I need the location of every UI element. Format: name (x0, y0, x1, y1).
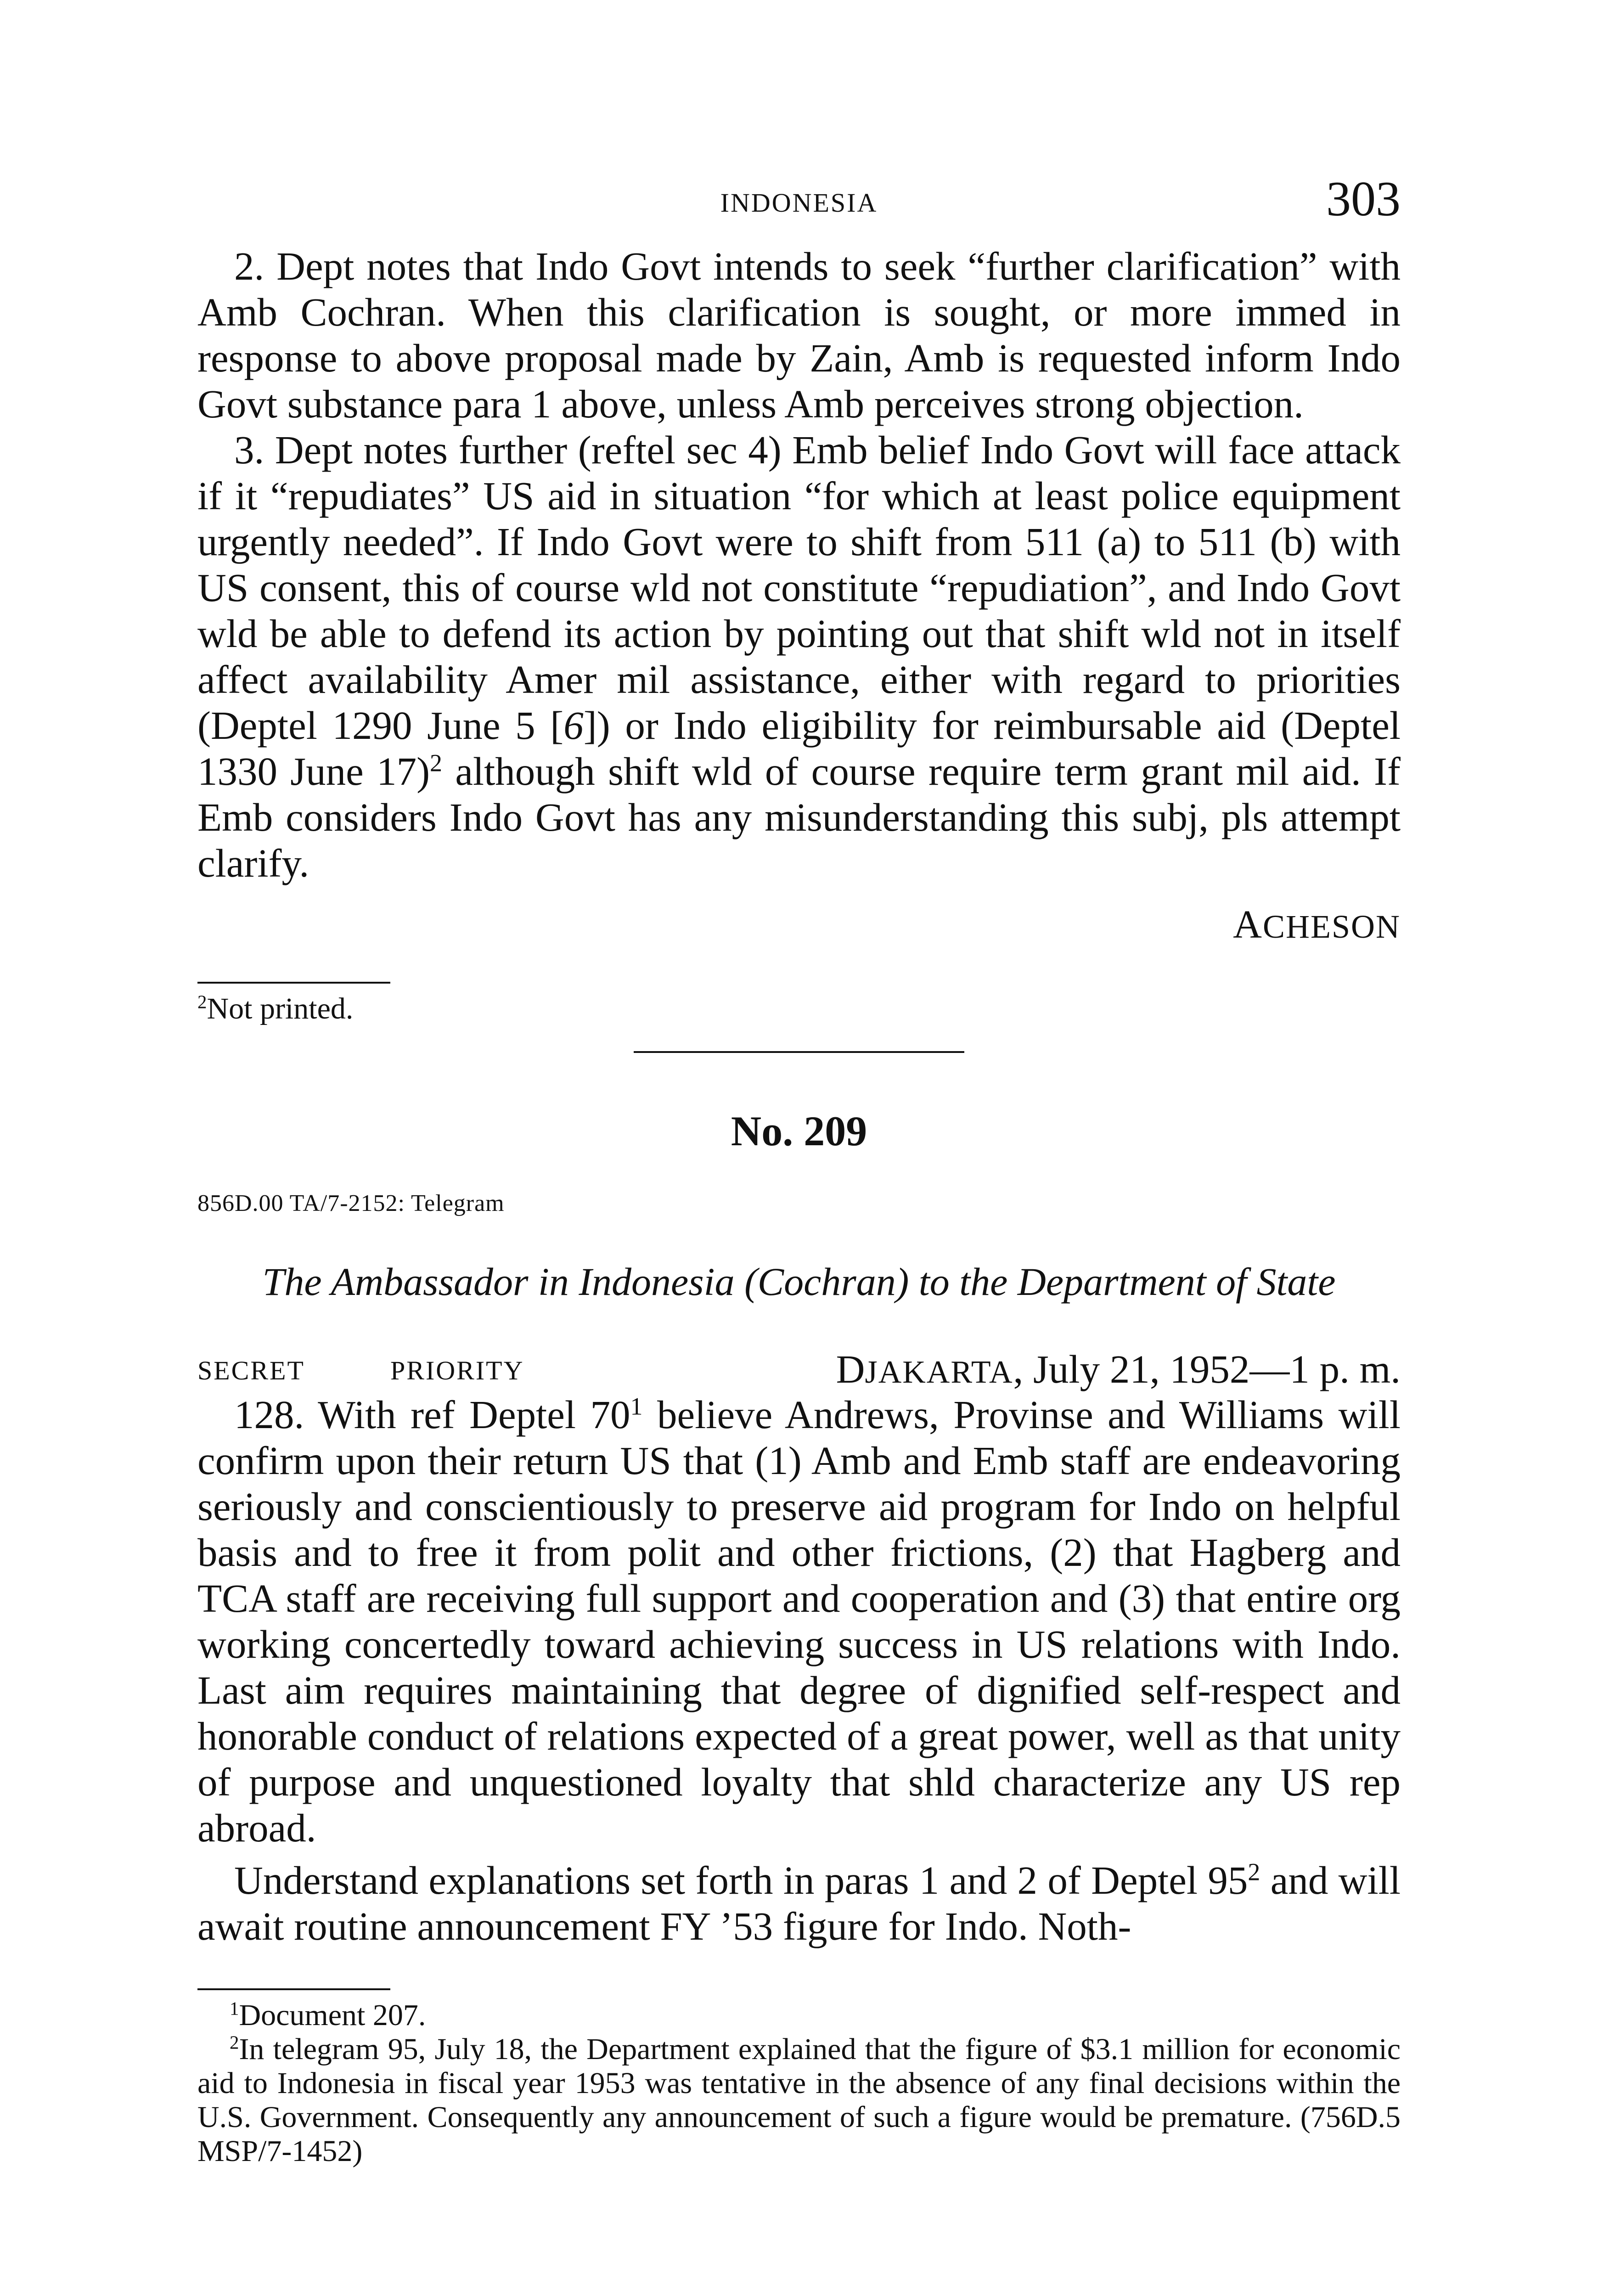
signature-rest: CHESON (1262, 908, 1401, 945)
paragraph-2: 2. Dept notes that Indo Govt intends to seek “further clarification” with Amb Cochran. When this clarification is sought, or more immed in response to above proposal made by Zain, Amb is requested inform Indo Govt substance para 1 above, unless Amb perceives strong objection. (197, 244, 1401, 426)
priority-label: PRIORITY (390, 1356, 524, 1385)
footnote-mark: 2 (230, 2032, 239, 2053)
footnote-marker: 2 (430, 749, 443, 777)
place-name: JAKARTA (865, 1355, 1013, 1390)
footnote-marker: 1 (630, 1392, 643, 1420)
signature-initial: A (1233, 902, 1263, 946)
paragraph-3-text-a: 3. Dept notes further (reftel sec 4) Emb belief Indo Govt will face attack if it “repudiates” US aid in situation “for which at least police equipment urgently needed”. If Indo Govt were to shift from 511 (a) to 511 (b) with US consent, this of course wld not constitute “repudiation”, and Indo Govt wld be able to defend its action by pointing out that shift wld not in itself affect availability Amer mil assistance, either with regard to priorities (Deptel 1290 June 5 [ (197, 428, 1401, 748)
footnote-divider (197, 982, 390, 984)
footnote-1 (197, 1998, 1401, 2032)
document-title: The Ambassador in Indonesia (Cochran) to the Department of State (262, 1260, 1336, 1304)
dateline-row (197, 1346, 1401, 1392)
footnote-divider (197, 1988, 390, 1990)
running-head: INDONESIA (720, 188, 878, 218)
telegram-paragraph-1 (197, 1392, 1401, 1851)
telegram-paragraph-2-text-a: Understand explanations set forth in paras 1 and 2 of Deptel 95 (234, 1858, 1248, 1902)
footnote-mark: 2 (197, 991, 207, 1013)
previous-document-continuation (197, 243, 1401, 1026)
footnote-marker: 2 (1248, 1858, 1260, 1886)
telegram-paragraph-1-text-a: 128. With ref Deptel 70 (234, 1392, 630, 1437)
classification-label: SECRET (197, 1356, 305, 1385)
telegram-paragraph-1-text-b: believe Andrews, Provinse and Williams will confirm upon their return US that (1) Amb and Emb staff are endeavoring seriously and conscientiously to preserve aid program for Indo on helpful basis and to free it from polit and other frictions, (2) that Hagberg and TCA staff are receiving full support and cooperation and (3) that entire org working concertedly toward achieving success in US relations with Indo. Last aim requires maintaining that degree of dignified self-respect and honorable conduct of relations expected of a great power, well as that unity of purpose and unquestioned loyalty that shld characterize any US rep abroad. (197, 1392, 1401, 1850)
signature (197, 904, 1401, 947)
page-number: 303 (1326, 172, 1401, 226)
footnote-text: In telegram 95, July 18, the Department explained that the figure of $3.1 million for economic aid to Indonesia in fiscal year 1953 was tentative in the absence of any final decisions within the U.S. Government. Consequently any announcement of such a figure would be premature. (756D.5 MSP/7-1452) (197, 2032, 1401, 2168)
telegram-paragraph-2-text-b: and will await routine announcement FY ’53 figure for Indo. Noth- (197, 1858, 1401, 1948)
footnote (197, 992, 1401, 1026)
telegram-paragraph-2 (197, 1857, 1401, 1949)
document-divider (634, 1051, 964, 1053)
footnote-text: Document 207. (239, 1998, 426, 2032)
paragraph-3-text-b: ]) or Indo eligibility for reimbursable aid (Deptel 1330 June 17) (197, 703, 1401, 793)
footnote-text: Not printed. (207, 992, 354, 1025)
footnote-2 (197, 2032, 1401, 2168)
place-initial: D (836, 1347, 865, 1391)
bracket-reference: 6 (563, 703, 584, 748)
page (197, 174, 1401, 2296)
page-header (197, 174, 1401, 243)
dateline (836, 1346, 1401, 1392)
footnote-mark: 1 (230, 1998, 239, 2019)
paragraph-3 (197, 427, 1401, 886)
file-reference: 856D.00 TA/7-2152: Telegram (197, 1190, 505, 1216)
paragraph-3-text-c: although shift wld of course require term grant mil aid. If Emb considers Indo Govt has any misunderstanding this subj, pls attempt clarify. (197, 749, 1401, 885)
document-number: No. 209 (731, 1108, 867, 1154)
date-time: , July 21, 1952—1 p. m. (1013, 1347, 1401, 1391)
